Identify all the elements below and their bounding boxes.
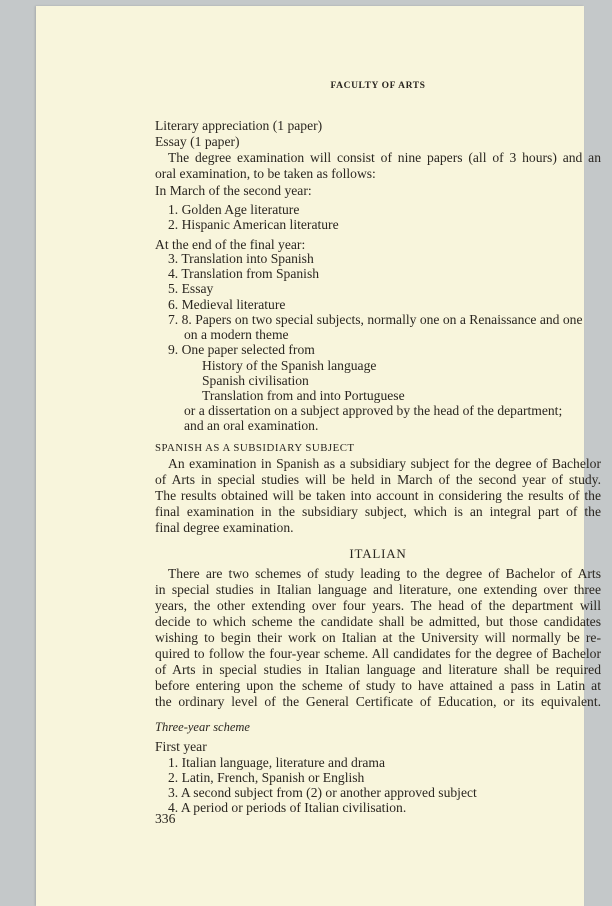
scheme-title: Three-year scheme bbox=[155, 720, 250, 734]
option-item: Spanish civilisation bbox=[202, 373, 309, 388]
subsidiary-line: The results obtained will be taken into account in considering the results of the bbox=[155, 488, 601, 503]
option-item: Translation from and into Portuguese bbox=[202, 388, 405, 403]
alternative-line: or a dissertation on a subject approved by the head of the department; bbox=[184, 403, 563, 418]
italian-paragraph-line: of Arts in special studies in Italian language and literature shall be required bbox=[155, 662, 601, 677]
list-item: 9. One paper selected from bbox=[168, 342, 315, 357]
italian-heading: ITALIAN bbox=[349, 546, 407, 561]
list-item: 4. Translation from Spanish bbox=[168, 266, 320, 281]
document-page bbox=[36, 6, 601, 906]
italian-paragraph-line: before entering upon the scheme of study to have attained a pass in Latin at bbox=[155, 678, 601, 693]
list-item: 1. Italian language, literature and drama bbox=[168, 755, 386, 770]
subsidiary-line: final degree examination. bbox=[155, 520, 294, 535]
italian-paragraph-line: quired to follow the four-year scheme. All candidates for the degree of Bachelor bbox=[155, 646, 601, 661]
running-head: FACULTY OF ARTS bbox=[330, 81, 426, 91]
italian-paragraph-line: in special studies in Italian language and literature, one extending over three bbox=[155, 582, 601, 597]
subsidiary-line: of Arts in special studies will be held in March of the second year of study. bbox=[155, 472, 601, 487]
text-line-essay: Essay (1 paper) bbox=[155, 134, 240, 149]
italian-paragraph-line: wishing to begin their work on Italian at the University will normally be re- bbox=[155, 630, 601, 645]
list-item: 6. Medieval literature bbox=[168, 297, 286, 312]
list-item: 3. A second subject from (2) or another approved subject bbox=[168, 785, 477, 800]
italian-paragraph-line: decide to which scheme the candidate shall be admitted, but those candidates bbox=[155, 614, 601, 629]
list-item: 4. A period or periods of Italian civilisation. bbox=[168, 800, 407, 815]
list-item: 5. Essay bbox=[168, 281, 214, 296]
page-number: 336 bbox=[155, 811, 176, 826]
list-item: 1. Golden Age literature bbox=[168, 202, 300, 217]
list-item: 2. Hispanic American literature bbox=[168, 217, 339, 232]
list-item: 2. Latin, French, Spanish or English bbox=[168, 770, 365, 785]
italian-paragraph-line: There are two schemes of study leading to the degree of Bachelor of Arts bbox=[168, 566, 601, 581]
alternative-line: and an oral examination. bbox=[184, 418, 319, 433]
first-year-heading: First year bbox=[155, 739, 207, 754]
list-item: 7. 8. Papers on two special subjects, normally one on a Renaissance and one bbox=[168, 312, 583, 327]
exam-paragraph-line: The degree examination will consist of nine papers (all of 3 hours) and an bbox=[168, 150, 601, 165]
final-year-heading: At the end of the final year: bbox=[155, 237, 306, 252]
subsidiary-heading: SPANISH AS A SUBSIDIARY SUBJECT bbox=[155, 442, 355, 454]
subsidiary-line: final examination in the subsidiary subject, which is an integral part of the bbox=[155, 504, 601, 519]
text-line-literary-appreciation: Literary appreciation (1 paper) bbox=[155, 118, 323, 133]
list-item: 3. Translation into Spanish bbox=[168, 251, 314, 266]
subsidiary-line: An examination in Spanish as a subsidiary subject for the degree of Bachelor bbox=[168, 456, 601, 471]
march-heading: In March of the second year: bbox=[155, 183, 312, 198]
italian-paragraph-line: the ordinary level of the General Certificate of Education, or its equivalent. bbox=[155, 694, 601, 709]
option-item: History of the Spanish language bbox=[202, 358, 377, 373]
exam-paragraph-line: oral examination, to be taken as follows: bbox=[155, 166, 376, 181]
list-item-continuation: on a modern theme bbox=[184, 327, 289, 342]
italian-paragraph-line: years, the other extending over four years. The head of the department will bbox=[155, 598, 601, 613]
